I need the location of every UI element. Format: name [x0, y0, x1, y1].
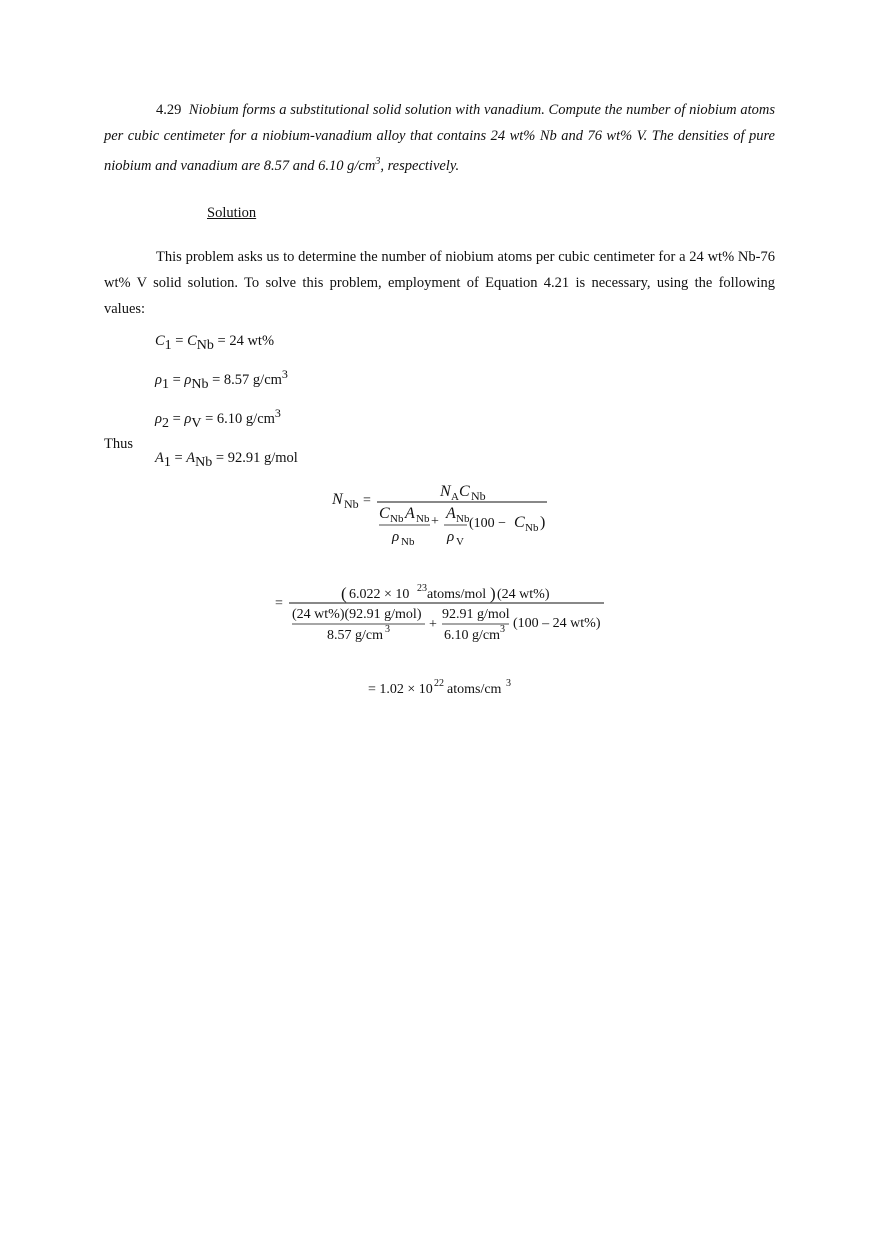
eq1-N-sub: Nb — [344, 497, 359, 511]
eq2-tail: (100 – 24 wt%) — [513, 616, 601, 631]
eq1-num-A-sub: A — [451, 491, 459, 503]
eq1-d1-A: A — [405, 505, 415, 522]
value-row: $\rho_2 = \rho_V = 6.10$ $g/cm^3$ — [155, 406, 281, 431]
eq1-tail-C: C — [514, 514, 525, 531]
problem-text-exponent: 3 — [375, 156, 381, 167]
value-row: $\rho_1 = \rho_{Nb} = 8.57$ $g/cm^3$ — [155, 367, 288, 392]
eq2-close-paren: ) — [490, 584, 496, 603]
eq2-d1-bottom: 8.57 g/cm — [327, 628, 383, 643]
equation-4-21 — [331, 483, 547, 548]
eq1-d1-rho-sub: Nb — [401, 536, 415, 548]
eq2-plus: + — [429, 617, 437, 632]
eq1-num-C-sub: Nb — [471, 489, 486, 503]
eq1-plus: + — [431, 514, 439, 529]
eq2-d2-top: 92.91 g/mol — [442, 607, 510, 622]
equation-result — [368, 678, 511, 697]
problem-text-end: , respectively. — [380, 157, 460, 174]
result-exponent: 22 — [434, 678, 444, 689]
solution-heading: Solution — [207, 205, 257, 221]
eq2-d1-exp: 3 — [385, 624, 390, 635]
result-unit: atoms/cm — [447, 682, 502, 697]
thus-label: Thus — [104, 436, 133, 452]
eq1-num-C: C — [459, 483, 470, 500]
eq1-d2-rho-sub: V — [456, 536, 464, 548]
solution-intro-text: This problem asks us to determine the number of niobium atoms per cubic centimeter for a 24 wt% Nb-76 wt% V solid solution. To solve this problem, employment of Equation 4.21 is necessary, using the following values: — [104, 249, 775, 317]
eq2-num-exp: 23 — [417, 583, 427, 594]
eq1-close-paren: ) — [540, 514, 546, 531]
equation-substituted — [275, 583, 604, 643]
eq1-hundred-minus: (100 − — [469, 516, 507, 531]
eq1-d1-C: C — [379, 505, 390, 522]
eq1-d2-rho: ρ — [447, 529, 455, 545]
problem-text: Niobium forms a substitutional solid solution with vanadium. Compute the number of niobium atoms per cubic centimeter for a niobium-vanadium alloy that contains 24 wt% Nb and 76 wt% V. The densities of pure niobium and vanadium are 8.57 and 6.10 g/cm — [104, 102, 775, 174]
problem-number: 4.29 — [156, 102, 182, 118]
eq1-d1-rho: ρ — [392, 529, 400, 545]
eq2-d2-exp: 3 — [500, 624, 505, 635]
eq2-num-wt: (24 wt%) — [497, 587, 550, 602]
eq2-num-coef: 6.022 × 10 — [349, 587, 410, 602]
eq1-d1-C-sub: Nb — [390, 513, 404, 525]
eq2-num-unit: atoms/mol — [427, 587, 487, 602]
eq1-num-N: N — [440, 483, 451, 500]
eq1-d2-A-sub: Nb — [456, 513, 470, 525]
eq1-equals: = — [363, 493, 371, 508]
value-row: $C_1 = C_{Nb} = 24$ wt% — [155, 333, 275, 353]
eq2-d2-bottom: 6.10 g/cm — [444, 628, 500, 643]
eq2-equals: = — [275, 596, 283, 611]
eq1-d2-A: A — [446, 505, 456, 522]
value-row: $A_1 = A_{Nb} = 92.91$ g/mol — [155, 450, 298, 470]
eq2-open-paren: ( — [341, 584, 347, 603]
eq2-d1-top: (24 wt%)(92.91 g/mol) — [292, 607, 422, 622]
eq1-d1-A-sub: Nb — [416, 513, 430, 525]
eq1-tail-C-sub: Nb — [525, 522, 539, 534]
result-value: = 1.02 × 10 — [368, 682, 433, 697]
eq1-N: N — [332, 491, 343, 508]
result-unit-exponent: 3 — [506, 678, 511, 689]
